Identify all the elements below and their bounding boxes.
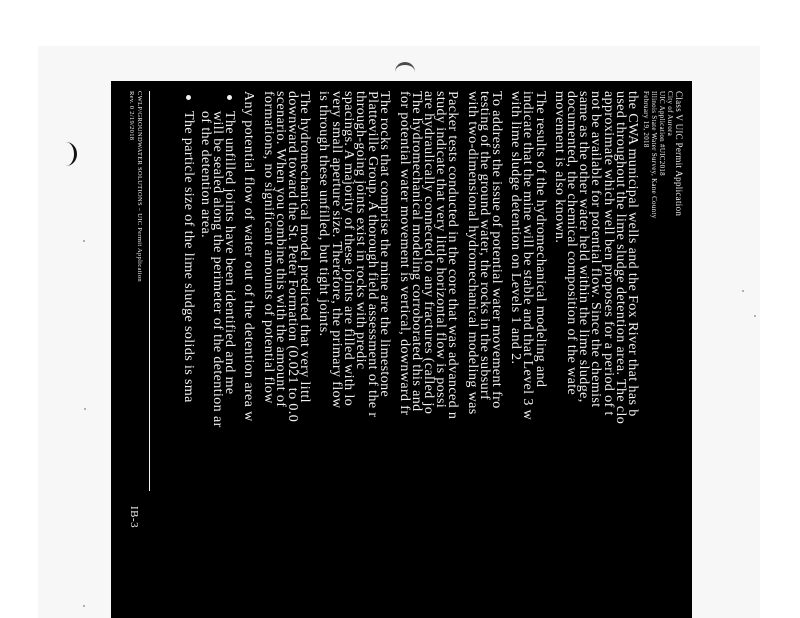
document-page — [111, 81, 692, 618]
text-line: downward toward the St. Peter Formation (0.021 to 0.0 — [284, 91, 300, 423]
text-line: Platteville Group. A thorough field assessment of the r — [365, 91, 381, 418]
header-line: February 19, 2018 — [642, 91, 650, 148]
text-line: The unfilled joints have been identified and me — [222, 111, 238, 395]
scan-speck — [754, 315, 756, 317]
text-line: are hydraulically connected to any fractures (called jo — [420, 91, 436, 415]
text-line: very small aperture size. Therefore, the primary flow — [328, 91, 344, 409]
bullet-item — [181, 91, 197, 618]
footer-line: CWLP/GROUNDWATER SOLUTIONS – UIC Permit Application — [136, 91, 143, 282]
text-line: with lime sludge detention on Levels 1 and 2. — [508, 91, 524, 365]
punch-hole-mark — [395, 62, 415, 82]
text-line: the CWA municipal wells and the Fox River that has b — [625, 91, 640, 417]
text-line: through-going joints exist in rocks with predic — [352, 91, 368, 370]
text-line: The hydromechanical model predicted that very littl — [297, 91, 313, 403]
scan-speck — [83, 240, 85, 242]
text-line: same as the other water held within the lime sludge, — [576, 91, 592, 403]
header-line: Illinois State Water Survey, Kane County — [650, 91, 658, 219]
footer-divider — [149, 91, 150, 491]
text-line: spacings. A majority of these joints are filled with lo — [340, 91, 356, 407]
text-line: for potential water movement is vertical, downward fr — [396, 91, 412, 416]
text-line: The particle size of the lime sludge solids is sma — [181, 111, 197, 403]
header-line: City of Aurora — [666, 91, 674, 137]
text-line: The hydromechanical modeling corroborated this and — [408, 91, 424, 412]
text-line: scenario. When you combine this with the amount of — [272, 91, 288, 408]
text-line: not be available for potential flow. Since the chemist — [588, 91, 604, 408]
text-line: The rocks that comprise the mine are the limestone — [377, 91, 393, 398]
text-line: indicate that the mine will be stable and that Level 3 w — [520, 91, 536, 421]
header-title: Class V UIC Permit Application — [674, 91, 684, 217]
paragraph-packer-tests — [396, 91, 461, 618]
punch-hole-mark — [55, 142, 77, 166]
bullet-list — [181, 91, 238, 618]
document-body — [178, 91, 638, 618]
header-line: UIC Application #UIC2018 — [658, 91, 666, 176]
text-line: will be sealed along the perimeter of the detention ar — [209, 111, 225, 428]
text-line: with two-dimensional hydromechanical modeling was — [464, 91, 480, 415]
text-line: documented, the chemical composition of the wate — [563, 91, 579, 396]
bullet-icon — [227, 95, 232, 100]
document-footer — [127, 91, 143, 611]
scan-speck — [83, 605, 85, 607]
text-line: testing of the ground water, the rocks in the subsurf — [476, 91, 492, 401]
text-line: approximate which well ben proposes for a period of t — [600, 91, 616, 416]
text-line: is through these unfilled, but tight joints. — [316, 91, 332, 337]
text-line: movement is also known. — [551, 91, 567, 244]
text-line: study indicate that very little horizontal flow is possi — [433, 91, 449, 409]
text-line: formations, no significant amounts of potential flow — [260, 91, 276, 404]
bullet-icon — [187, 95, 192, 100]
paragraph-rocks — [316, 91, 393, 618]
paragraph-modeling-results — [509, 91, 546, 618]
paragraph-any-potential — [241, 91, 257, 618]
text-line: To address the issue of potential water movement fro — [488, 91, 504, 409]
text-line: of the detention area. — [197, 111, 213, 238]
paragraph-model-predicted — [260, 91, 313, 618]
text-line: Any potential flow of water out of the detention area w — [241, 91, 257, 422]
page-number: IB-3 — [128, 506, 140, 529]
rotated-page-content — [111, 81, 692, 618]
text-line: Packer tests conducted in the core that was advanced n — [445, 91, 461, 420]
text-line: used throughout the lime sludge detention area. The clo — [612, 91, 628, 425]
footer-line: Rev. 0 2/19/2018 — [128, 91, 135, 141]
scan-speck — [742, 290, 744, 292]
scan-speck — [84, 408, 86, 410]
text-line: The results of the hydromechanical modeling and — [532, 91, 548, 388]
paragraph-cwa-wells — [553, 91, 638, 618]
bullet-item — [199, 91, 236, 618]
paragraph-address-issue — [465, 91, 502, 618]
document-header — [642, 91, 684, 391]
